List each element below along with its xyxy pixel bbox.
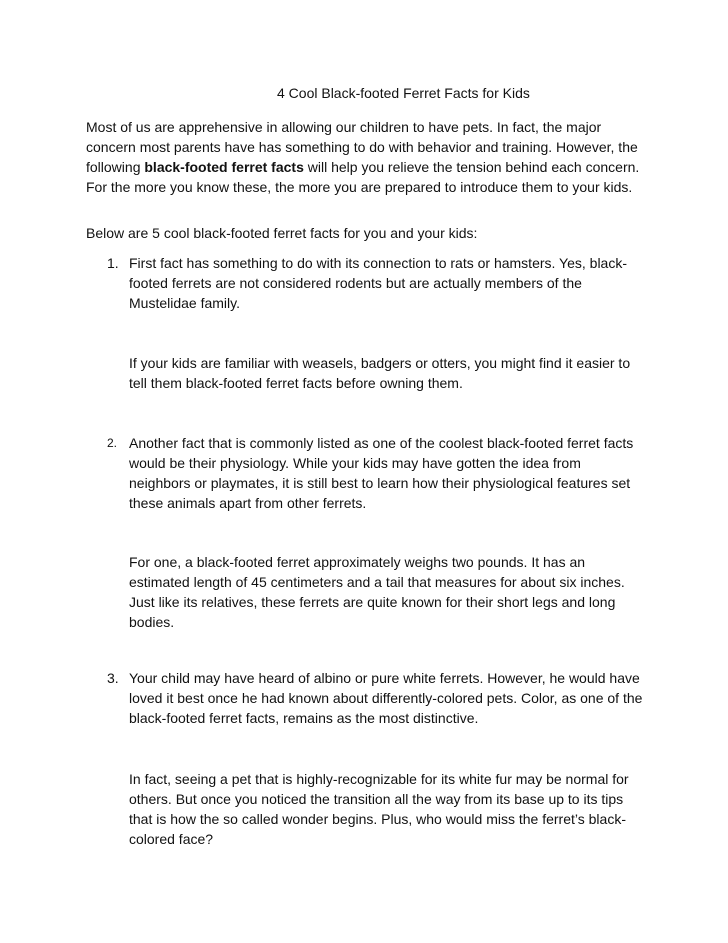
list-item-paragraph: Another fact that is commonly listed as one of the coolest black-footed ferret facts would be their physiology. While your kids may have gotten the idea from neighbors or playmates, it is still best to learn how their physiological features set these animals apart from other ferrets. [129,435,634,511]
intro-paragraph [86,117,646,197]
list-intro: Below are 5 cool black-footed ferret facts for you and your kids: [86,225,478,241]
list-item-number: 3. [107,670,119,686]
list-item-paragraph: Your child may have heard of albino or pure white ferrets. However, he would have loved it best once he had known about differently-colored pets. Color, as one of the black-footed ferret facts, remains as the most distinctive. [129,670,643,726]
list-item-paragraph: For one, a black-footed ferret approximately weighs two pounds. It has an estimated length of 45 centimeters and a tail that measures for about six inches. Just like its relatives, these ferrets are quite known for their short legs and long bodies. [129,554,625,630]
intro-bold-phrase: black-footed ferret facts [144,159,304,175]
intro-text-start: Most of us are apprehensive in allowing our children to have pets. In fact, the major concern most parents have has something to do with behavior and training. However, the following [86,119,638,175]
list-item-paragraph: If your kids are familiar with weasels, badgers or otters, you might find it easier to tell them black-footed ferret facts before owning them. [129,355,631,391]
list-item-number: 2. [107,436,118,450]
list-item-paragraph: First fact has something to do with its connection to rats or hamsters. Yes, black-footed ferrets are not considered rodents but are actually members of the Mustelidae family. [129,255,628,311]
intro-text-end: will help you relieve the tension behind each concern. For the more you know these, the more you are prepared to introduce them to your kids. [86,159,640,195]
document-title: 4 Cool Black-footed Ferret Facts for Kids [277,85,530,101]
list-item-paragraph: In fact, seeing a pet that is highly-recognizable for its white fur may be normal for others. But once you noticed the transition all the way from its base up to its tips that is how the so called wonder begins. Plus, who would miss the ferret’s black-colored face? [129,771,629,847]
list-item-number: 1. [107,255,119,271]
